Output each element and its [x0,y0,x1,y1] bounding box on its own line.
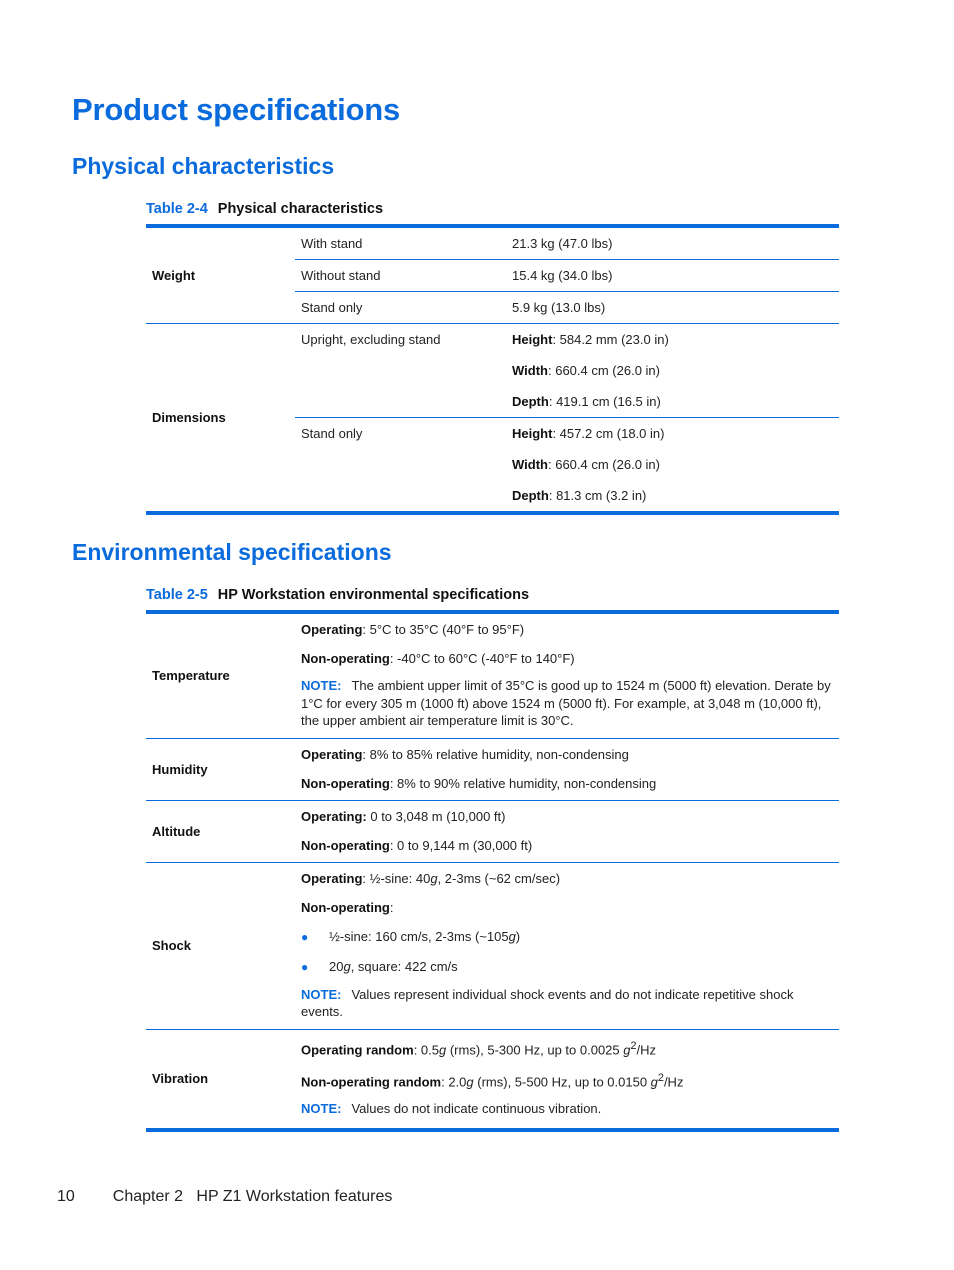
row-header-shock: Shock [146,862,295,1029]
spec-key: Non-operating [301,651,390,666]
note-text: Values represent individual shock events and do not indicate repetitive shock events. [301,986,794,1019]
note-label: NOTE: [301,1101,342,1117]
table-caption [146,587,529,603]
dimension-line [512,449,839,480]
spec-value: (rms), 5-300 Hz, up to 0.0025 [446,1041,624,1057]
dimension-line [512,480,839,511]
spec-key: Non-operating [301,775,390,791]
spec-key: Operating random [301,1041,414,1057]
spec-key: Operating [301,870,363,886]
dimension-value: : 419.1 cm (16.5 in) [548,394,661,409]
dimension-key: Width [512,457,548,472]
g-unit: g [438,1041,447,1057]
bullet-icon: ● [301,959,309,974]
table-caption-text: Physical characteristics [217,201,384,217]
spec-value: : 0.5 [413,1041,439,1057]
superscript: 2 [630,1039,637,1052]
chapter-title: Chapter 2 HP Z1 Workstation features [112,1188,393,1205]
spec-value: : 8% to 85% relative humidity, non-condensing [362,746,629,762]
g-unit: g [466,1074,474,1090]
spec-line [301,614,833,643]
note [301,672,833,738]
spec-value: /Hz [663,1074,684,1090]
spec-value: (rms), 5-500 Hz, up to 0.0150 [473,1074,651,1090]
row-header-humidity: Humidity [146,738,295,800]
bullet-text: 20 [329,958,344,974]
cell-label: Stand only [301,300,363,315]
bullet-item [301,951,833,981]
dimension-line [512,418,839,449]
spec-key: Operating [301,622,363,637]
spec-value: : [389,899,394,915]
spec-line [301,1063,833,1095]
note [301,1095,833,1128]
g-unit: g [650,1074,658,1090]
spec-value: 0 to 3,048 m (10,000 ft) [366,808,506,824]
g-unit: g [508,928,516,944]
cell-label: With stand [301,236,363,251]
table-caption [146,201,383,217]
page-footer [57,1188,392,1206]
row-header-temperature: Temperature [152,668,230,684]
dimension-key: Depth [512,394,549,409]
spec-value: : 8% to 90% relative humidity, non-condensing [389,775,657,791]
spec-line [301,1030,833,1063]
cell-value: 5.9 kg (13.0 lbs) [512,300,606,315]
note-label: NOTE: [301,678,342,693]
spec-key: Non-operating random [301,1074,442,1090]
table-caption-text: HP Workstation environmental specifications [217,587,530,603]
bullet-text: ) [515,928,521,944]
note-label: NOTE: [301,986,342,1002]
dimension-value: : 457.2 cm (18.0 in) [552,426,665,441]
dimension-key: Width [512,363,548,378]
spec-key: Operating [301,746,363,762]
dimension-key: Height [512,426,553,441]
spec-key: Non-operating [301,837,390,853]
note [301,981,833,1029]
spec-key: Non-operating [301,899,390,915]
spec-line [301,863,833,892]
spec-value: : -40°C to 60°C (-40°F to 140°F) [389,651,575,666]
dimension-key: Depth [512,488,549,503]
dimension-line [512,355,839,386]
row-header-weight: Weight [152,268,196,283]
note-text: Values do not indicate continuous vibration. [351,1101,602,1117]
dimension-key: Height [512,332,553,347]
spec-line [301,801,833,830]
spec-value: , 2-3ms (~62 cm/sec) [437,870,561,886]
page-title: Product specifications [72,92,401,127]
spec-value: : 5°C to 35°C (40°F to 95°F) [362,622,525,637]
bullet-item [301,921,833,951]
bullet-text: , square: 422 cm/s [350,958,458,974]
cell-value: 15.4 kg (34.0 lbs) [512,268,613,283]
g-unit: g [343,958,351,974]
cell-label: Upright, excluding stand [301,332,441,347]
environmental-specifications-table [146,610,839,1132]
physical-characteristics-table [146,224,839,515]
table-number: Table 2-5 [146,587,208,603]
g-unit: g [623,1041,631,1057]
bullet-text: ½-sine: 160 cm/s, 2-3ms (~105 [329,928,509,944]
spec-line [301,643,833,672]
cell-label: Without stand [301,268,381,283]
note-text: The ambient upper limit of 35°C is good up to 1524 m (5000 ft) elevation. Derate by 1°C for every 305 m (1000 ft) above 1524 m (5000 ft). For example, at 3,048 m (10,000 ft), the upper ambient air temperature limit is 30°C. [301,678,831,728]
row-header-dimensions: Dimensions [146,324,295,514]
spec-line [301,739,833,768]
section-heading-environmental: Environmental specifications [72,539,392,565]
dimension-value: : 660.4 cm (26.0 in) [547,457,660,472]
dimension-line [512,386,839,417]
dimension-value: : 660.4 cm (26.0 in) [547,363,660,378]
spec-value: /Hz [636,1041,657,1057]
spec-line [301,830,833,862]
spec-line [301,768,833,800]
spec-value: : 0 to 9,144 m (30,000 ft) [389,837,533,853]
g-unit: g [430,870,438,886]
section-heading-physical: Physical characteristics [72,153,335,179]
cell-value: 21.3 kg (47.0 lbs) [512,236,613,251]
cell-label: Stand only [301,426,363,441]
spec-value: : ½-sine: 40 [362,870,431,886]
page-number: 10 [57,1188,75,1205]
spec-key: Operating: [301,808,367,824]
row-header-vibration: Vibration [146,1029,295,1130]
spec-line [301,892,833,921]
spec-value: : 2.0 [441,1074,467,1090]
dimension-line [512,324,839,355]
table-number: Table 2-4 [146,201,208,217]
superscript: 2 [657,1071,664,1084]
bullet-icon: ● [301,929,309,944]
dimension-value: : 81.3 cm (3.2 in) [548,488,647,503]
row-header-altitude: Altitude [146,800,295,862]
dimension-value: : 584.2 mm (23.0 in) [552,332,669,347]
